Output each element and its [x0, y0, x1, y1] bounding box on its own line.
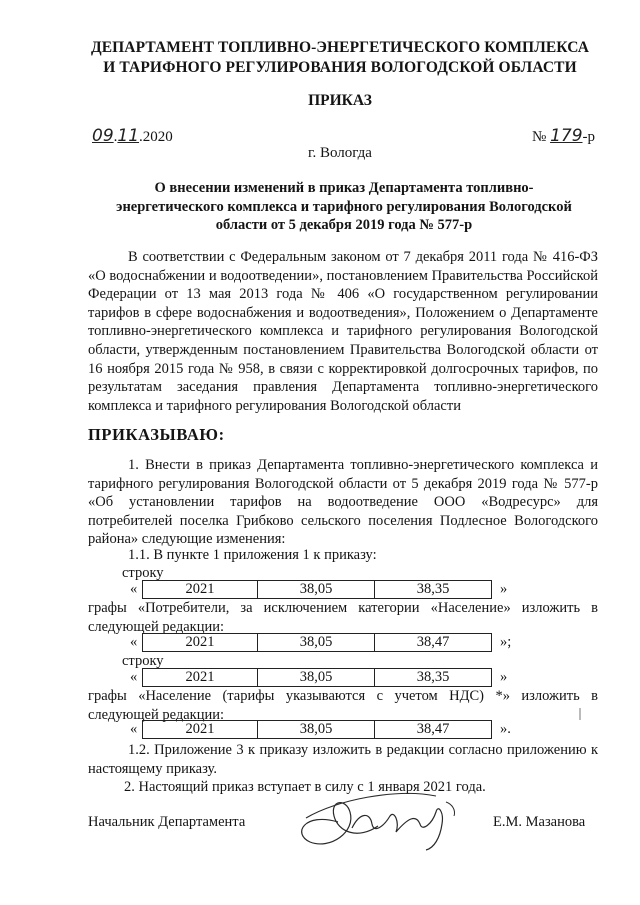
label-replace-2: графы «Население (тарифы указываются с учетом НДС) *» изложить в следующей редакции: [88, 688, 598, 723]
row-1-open-quote: « [130, 581, 138, 597]
order-date [92, 126, 173, 146]
row-3-value-2: 38,35 [374, 669, 491, 686]
item-1-2-block [88, 741, 598, 778]
handwritten-signature [286, 782, 462, 852]
row-4-close-quote: ». [500, 721, 511, 737]
city: г. Вологда [308, 145, 372, 161]
item-1-block [88, 456, 598, 549]
order-title: ПРИКАЗ [308, 92, 372, 109]
row-1-year: 2021 [185, 581, 215, 597]
row-2-cells [142, 633, 492, 652]
date-year: .2020 [139, 129, 173, 145]
date-month: 11 [117, 126, 140, 146]
department-name [60, 38, 620, 78]
row-1-close-quote: » [500, 581, 508, 597]
label-replace-1: графы «Потребители, за исключением категории «Население» изложить в следующей редакции: [88, 600, 598, 635]
item-1: 1. Внести в приказ Департамента топливно-энергетического комплекса и тарифного регулирования Вологодской области от 5 декабря 2019 года № 577-р «Об установлении тарифов на водоотведение ООО «Водресурс» для потребителей поселка Грибково сельского поселения Подлесное Вологодского района» следующие изменения: [88, 457, 598, 548]
row-2-open-quote: « [130, 634, 138, 650]
row-4-year: 2021 [185, 721, 215, 737]
row-2-close-quote: »; [500, 634, 512, 650]
subject-line-1: О внесении изменений в приказ Департамента топливно- [154, 180, 534, 196]
row-1-value-1: 38,05 [257, 581, 374, 598]
order-word: ПРИКАЗЫВАЮ: [88, 425, 225, 444]
number-prefix: № [532, 129, 547, 145]
row-1-value-2: 38,35 [374, 581, 491, 598]
row-4-value-1: 38,05 [257, 721, 374, 738]
row-3-year: 2021 [185, 669, 215, 685]
preamble: В соответствии с Федеральным законом от 7 декабря 2011 года № 416-ФЗ «О водоснабжении и водоотведении», постановлением Правительства Российской Федерации от 13 мая 2013 года № 406 «О государственном регулировании тарифов в сфере водоснабжения и водоотведения», Положением о Департаменте топливно-энергетического комплекса и тарифного регулирования Вологодской области, утвержденным постановлением Правительства Вологодской области от 16 ноября 2015 года № 958, в связи с корректировкой долгосрочных тарифов, по результатам заседания правления Департамента топливно-энергетического комплекса и тарифного регулирования Вологодской области [88, 249, 598, 414]
date-day: 09 [92, 126, 114, 146]
row-2-year: 2021 [185, 634, 215, 650]
item-2: 2. Настоящий приказ вступает в силу с 1 января 2021 года. [124, 779, 486, 795]
label-line-2: строку [122, 653, 164, 669]
row-3-value-1: 38,05 [257, 669, 374, 686]
preamble-block [88, 248, 598, 415]
row-3-open-quote: « [130, 669, 138, 685]
signature-name: Е.М. Мазанова [493, 814, 586, 830]
order-number [532, 126, 595, 146]
row-1-cells [142, 580, 492, 599]
number-value: 179 [550, 126, 583, 146]
item-1-2: 1.2. Приложение 3 к приказу изложить в редакции согласно приложению к настоящему приказу. [88, 742, 598, 777]
date-separator: . [113, 129, 118, 145]
row-4-value-2: 38,47 [374, 721, 491, 738]
label-replace-2-block [88, 687, 598, 724]
row-2-value-2: 38,47 [374, 634, 491, 651]
label-line-1: строку [122, 565, 164, 581]
subject-line-2: энергетического комплекса и тарифного регулирования Вологодской [116, 198, 572, 215]
department-line-2: И ТАРИФНОГО РЕГУЛИРОВАНИЯ ВОЛОГОДСКОЙ ОБЛАСТИ [103, 59, 577, 76]
order-subject [96, 179, 592, 235]
number-suffix: -р [582, 129, 596, 145]
signature-position: Начальник Департамента [88, 814, 246, 830]
subject-line-3: области от 5 декабря 2019 года № 577-р [215, 217, 473, 234]
row-2-value-1: 38,05 [257, 634, 374, 651]
department-line-1: ДЕПАРТАМЕНТ ТОПЛИВНО-ЭНЕРГЕТИЧЕСКОГО КОМПЛЕКСА [90, 39, 590, 56]
row-3-cells [142, 668, 492, 687]
label-replace-1-block [88, 599, 598, 636]
row-4-cells [142, 720, 492, 739]
row-4-open-quote: « [130, 721, 138, 737]
margin-mark [576, 708, 584, 720]
row-3-close-quote: » [500, 669, 508, 685]
item-1-1: 1.1. В пункте 1 приложения 1 к приказу: [128, 547, 377, 563]
